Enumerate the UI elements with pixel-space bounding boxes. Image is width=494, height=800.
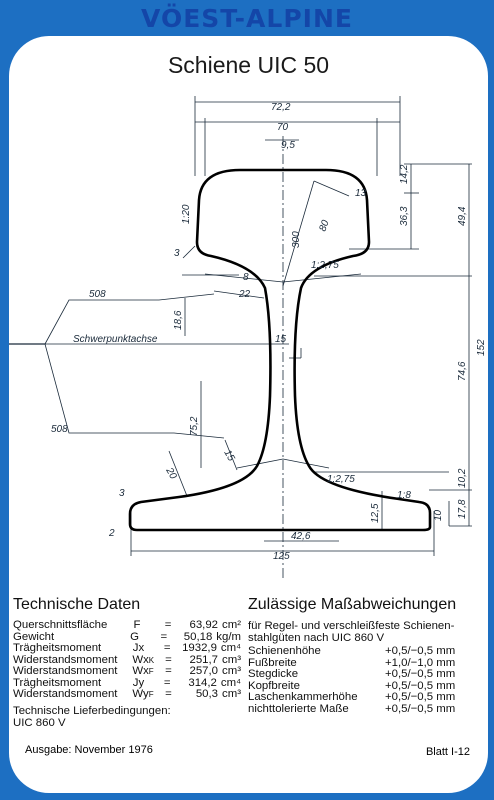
- dim-radius-15: 15: [221, 448, 237, 464]
- dim-13: 13: [355, 188, 367, 199]
- dim-142: 14,2: [399, 164, 410, 184]
- dim-total-height-152: 152: [476, 339, 487, 356]
- dim-head-width-70: 70: [277, 122, 289, 133]
- property-value: 251,7: [189, 653, 219, 666]
- equals-sign: =: [165, 653, 172, 666]
- dim-incline-18: 1:8: [397, 490, 411, 501]
- tolerances-heading: Zulässige Maßabweichungen: [248, 596, 457, 613]
- dim-508-top: 508: [89, 289, 106, 300]
- property-unit: cm⁴: [220, 676, 241, 689]
- dim-head-width-722: 72,2: [271, 102, 291, 113]
- equals-sign: =: [163, 642, 171, 654]
- property-symbol: Jx: [132, 642, 145, 654]
- property-value: 50,3: [195, 688, 219, 700]
- dim-125-foot: 12,5: [370, 503, 381, 523]
- tolerance-label: Stegdicke: [248, 668, 299, 680]
- technical-data-heading: Technische Daten: [13, 596, 141, 613]
- issue-date: Ausgabe: November 1976: [25, 744, 153, 756]
- dim-186: 18,6: [173, 310, 184, 330]
- tolerance-label: nichttolerierte Maße: [248, 702, 349, 715]
- dim-radius-2-foot: 2: [109, 528, 115, 539]
- tolerance-row: [248, 704, 480, 716]
- delivery-conditions-label: Technische Lieferbedingungen:: [13, 704, 171, 717]
- dim-radius-300: 300: [291, 231, 302, 248]
- technical-data-row: [13, 689, 241, 701]
- dim-radius-20: 20: [163, 466, 179, 482]
- dim-web-15: 15: [275, 334, 287, 345]
- dim-102: 10,2: [457, 468, 468, 488]
- tolerance-value: +0,5/−0,5 mm: [385, 679, 456, 692]
- property-label: Trägheitsmoment: [13, 642, 102, 654]
- property-unit: cm³: [222, 665, 241, 677]
- tolerance-value: +0,5/−0,5 mm: [385, 645, 456, 657]
- dim-head-radius-95: 9,5: [281, 140, 295, 151]
- tolerances-intro-line2: stahlgüten nach UIC 860 V: [248, 632, 385, 644]
- property-unit: kg/m: [216, 630, 241, 643]
- dim-incline-1275-bottom: 1:2,75: [327, 474, 355, 485]
- delivery-conditions-value: UIC 860 V: [13, 716, 66, 729]
- dim-incline-120: 1:20: [181, 204, 192, 224]
- property-label: Gewicht: [13, 630, 55, 643]
- dim-178: 17,8: [457, 499, 468, 519]
- page-title: Schiene UIC 50: [167, 52, 330, 78]
- equals-sign: =: [164, 619, 172, 631]
- property-symbol: Wx: [132, 653, 149, 666]
- tolerances-intro-line1: für Regel- und verschleißfeste Schienen-: [248, 620, 455, 632]
- data-sheet-card: [9, 36, 488, 793]
- property-value: 50,18: [183, 630, 213, 643]
- technical-data-row: [13, 643, 241, 655]
- dim-8: 8: [243, 272, 249, 283]
- dim-494: 49,4: [457, 206, 468, 226]
- property-label: Trägheitsmoment: [13, 676, 102, 689]
- tolerance-row: [248, 646, 480, 658]
- tolerance-row: [248, 669, 480, 681]
- property-unit: cm³: [222, 688, 241, 700]
- property-symbol: Jy: [132, 676, 145, 689]
- property-symbol-subscript: F: [148, 690, 154, 699]
- dim-10-foot: 10: [433, 509, 444, 521]
- property-value: 1932,9: [182, 642, 217, 654]
- property-symbol: Wx: [132, 665, 149, 677]
- property-value: 63,92: [189, 619, 219, 631]
- equals-sign: =: [165, 688, 172, 700]
- dim-363: 36,3: [399, 206, 410, 226]
- tolerance-row: [248, 692, 480, 704]
- dim-incline-1275-top: 1:2,75: [311, 260, 339, 271]
- tolerance-value: +0,5/−0,5 mm: [385, 668, 456, 680]
- property-value: 314,2: [188, 676, 217, 689]
- technical-data-row: [13, 620, 241, 632]
- tolerance-value: +1,0/−1,0 mm: [385, 656, 456, 669]
- technical-data-row: [13, 666, 241, 678]
- technical-data-section: [13, 596, 241, 729]
- equals-sign: =: [163, 676, 171, 689]
- tolerances-section: [248, 596, 480, 715]
- equals-sign: =: [160, 630, 168, 643]
- property-symbol: G: [130, 630, 139, 643]
- property-symbol: F: [133, 619, 141, 631]
- dim-foot-width-125: 125: [273, 551, 290, 562]
- dim-752: 75,2: [189, 416, 200, 436]
- dim-22: 22: [239, 289, 251, 300]
- dim-746: 74,6: [457, 361, 468, 381]
- dim-508-bottom: 508: [51, 424, 68, 435]
- property-symbol-subscript: F: [148, 667, 154, 676]
- tolerance-value: +0,5/−0,5 mm: [385, 702, 456, 715]
- property-label: Widerstandsmoment: [13, 653, 118, 666]
- tolerance-label: Schienenhöhe: [248, 645, 321, 657]
- tolerance-label: Kopfbreite: [248, 679, 300, 692]
- property-unit: cm²: [222, 619, 242, 631]
- rail-cross-section-drawing: [9, 36, 488, 606]
- neutral-axis-label: Schwerpunktachse: [73, 334, 158, 345]
- tolerance-value: +0,5/−0,5 mm: [385, 691, 456, 703]
- property-symbol: Wy: [132, 688, 149, 700]
- sheet-number: Blatt I-12: [425, 746, 470, 758]
- tolerance-label: Laschenkammerhöhe: [248, 691, 358, 703]
- dim-426: 42,6: [291, 531, 311, 542]
- tolerance-label: Fußbreite: [248, 656, 297, 669]
- technical-data-table: [13, 620, 241, 701]
- tolerances-table: [248, 646, 480, 715]
- dim-radius-3: 3: [174, 248, 180, 259]
- dim-radius-80: 80: [317, 218, 332, 234]
- property-label: Widerstandsmoment: [13, 665, 118, 677]
- brand-logo: VÖEST-ALPINE: [141, 4, 353, 33]
- property-unit: cm⁴: [220, 642, 241, 654]
- dim-radius-3-foot: 3: [119, 488, 125, 499]
- property-label: Widerstandsmoment: [13, 688, 118, 700]
- equals-sign: =: [165, 665, 172, 677]
- property-label: Querschnittsfläche: [13, 619, 108, 631]
- property-value: 257,0: [189, 665, 219, 677]
- property-symbol-subscript: K: [148, 655, 155, 665]
- property-unit: cm³: [222, 653, 241, 666]
